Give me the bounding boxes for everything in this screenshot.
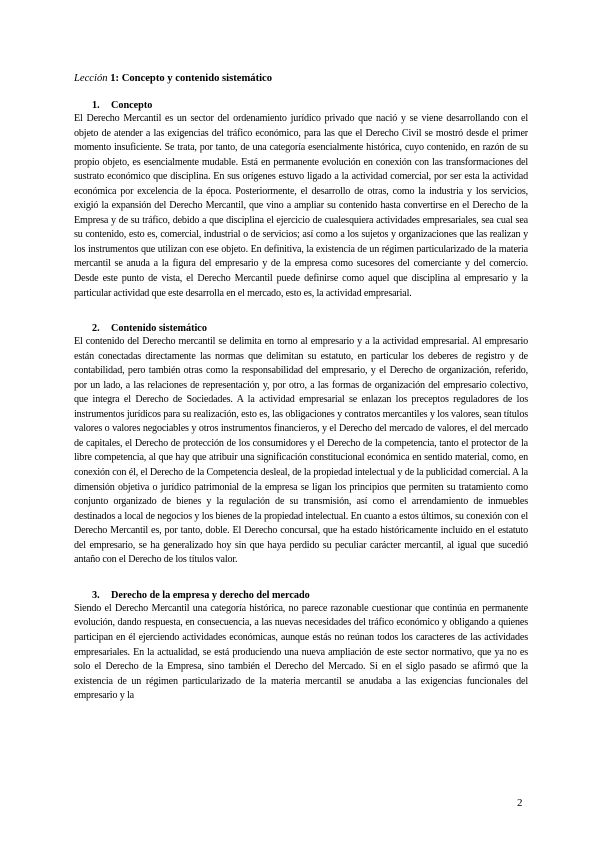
section-paragraph: El Derecho Mercantil es un sector del ordenamiento jurídico privado que nació y se viene desarrollando con el objeto de atender a las exigencias del tráfico económico, para las que el Derecho Civil se mostró desde el primer momento insuficiente. Se trata, por tanto, de una categoría esencialmente histórica, cuyo contenido, en razón de su propio objeto, es esencialmente mudable. Está en permanente evolución en conexión con las transformaciones del sustrato económico que disciplina. En sus orígenes estuvo ligado a la actividad comercial, por ser esta la actividad económica por excelencia de la época. Posteriormente, el desarrollo de otras, como la industria y los servicios, exigió la expansión del Derecho Mercantil, que vino a ampliar su contenido hasta convertirse en el Derecho de la Empresa y de su tráfico, debido a que disciplina el ejercicio de cualesquiera actividades empresariales, sea cual sea su contenido, esto es, comercial, industrial o de servicios; así como a los sujetos y organizaciones que las realizan y los instrumentos que utilizan con ese objeto. En definitiva, la existencia de un régimen particularizado de la materia mercantil se anuda a la figura del empresario y de la empresa como sucesores del comerciante y del comercio. Desde este punto de vista, el Derecho Mercantil puede definirse como aquel que disciplina al empresario y la particular actividad que este desarrolla en el mercado, esto es, la actividad empresarial. bbox=[74, 113, 528, 299]
section-heading-text: Contenido sistemático bbox=[111, 323, 207, 335]
section-number: 2. bbox=[92, 323, 100, 335]
page-content bbox=[74, 72, 528, 725]
section-heading-text: Concepto bbox=[111, 100, 153, 111]
lesson-title bbox=[74, 72, 528, 85]
section-paragraph: El contenido del Derecho mercantil se delimita en torno al empresario y a la actividad empresarial. Al empresario están conectadas directamente las normas que delimitan su estatuto, en particular los deberes de registro y de contabilidad, pero también otras como la responsabilidad del empresario, y el Derecho de organización, referido, por un lado, a las relaciones de representación y, por otro, a las formas de organización del empresario colectivo, que integra el Derecho de Sociedades. A la actividad empresarial se enlazan los preceptos reguladores de los instrumentos jurídicos para su realización, esto es, las obligaciones y contratos mercantiles y los valores, sean títulos valores o valores negociables y otros instrumentos financieros, y el Derecho del mercado de valores, el del mercado de capitales, el Derecho de protección de los consumidores y el Derecho de la competencia, tanto el protector de la libre competencia, al que hay que atribuir una significación constitucional económica en sentido material, como, en conexión con él, el Derecho de la Competencia desleal, de la propiedad intelectual y de la publicidad comercial. A la dimensión objetiva o jurídico patrimonial de la empresa se ligan los principios que permiten su tratamiento como conjunto organizado de bienes y la regulación de su transmisión, así como el arrendamiento de inmuebles destinados a local de negocios y los bienes de la propiedad intelectual. En cuanto a estos últimos, su conexión con el Derecho Mercantil es, por tanto, doble. El Derecho concursal, que ha estado históricamente incluido en el estatuto del empresario, se ha generalizado hoy sin que haya perdido su peculiar carácter mercantil, al igual que sucedió antaño con el Derecho de los títulos valor. bbox=[74, 336, 528, 566]
section-number: 1. bbox=[92, 100, 100, 111]
lesson-label: Lección bbox=[74, 73, 108, 84]
page-number: 2 bbox=[517, 797, 523, 809]
section-heading-contenido bbox=[74, 322, 528, 335]
section-heading-derecho-empresa bbox=[74, 589, 528, 602]
section-heading-text: Derecho de la empresa y derecho del mercado bbox=[111, 589, 310, 601]
lesson-title-text: Concepto y contenido sistemático bbox=[121, 73, 273, 84]
lesson-number: 1: bbox=[110, 73, 120, 84]
section-paragraph: Siendo el Derecho Mercantil una categoría histórica, no parece razonable cuestionar que continúa en permanente evolución, dando respuesta, en consecuencia, a las nuevas necesidades del tráfico económico y obligando a quienes participan en él ejerciendo actividades económicas, aunque estás no reúnan todos los caracteres de las actividades empresariales. En la actualidad, se está produciendo una nueva ampliación de este sector normativo, que ya no es solo el Derecho de la Empresa, sino también el Derecho del Mercado. Si en el siglo pasado se afirmó que la existencia de un régimen particularizado de la materia mercantil se anudaba a las exigencias funcionales del empresario y la bbox=[74, 602, 528, 702]
section-number: 3. bbox=[92, 589, 100, 601]
section-heading-concepto bbox=[74, 99, 528, 112]
